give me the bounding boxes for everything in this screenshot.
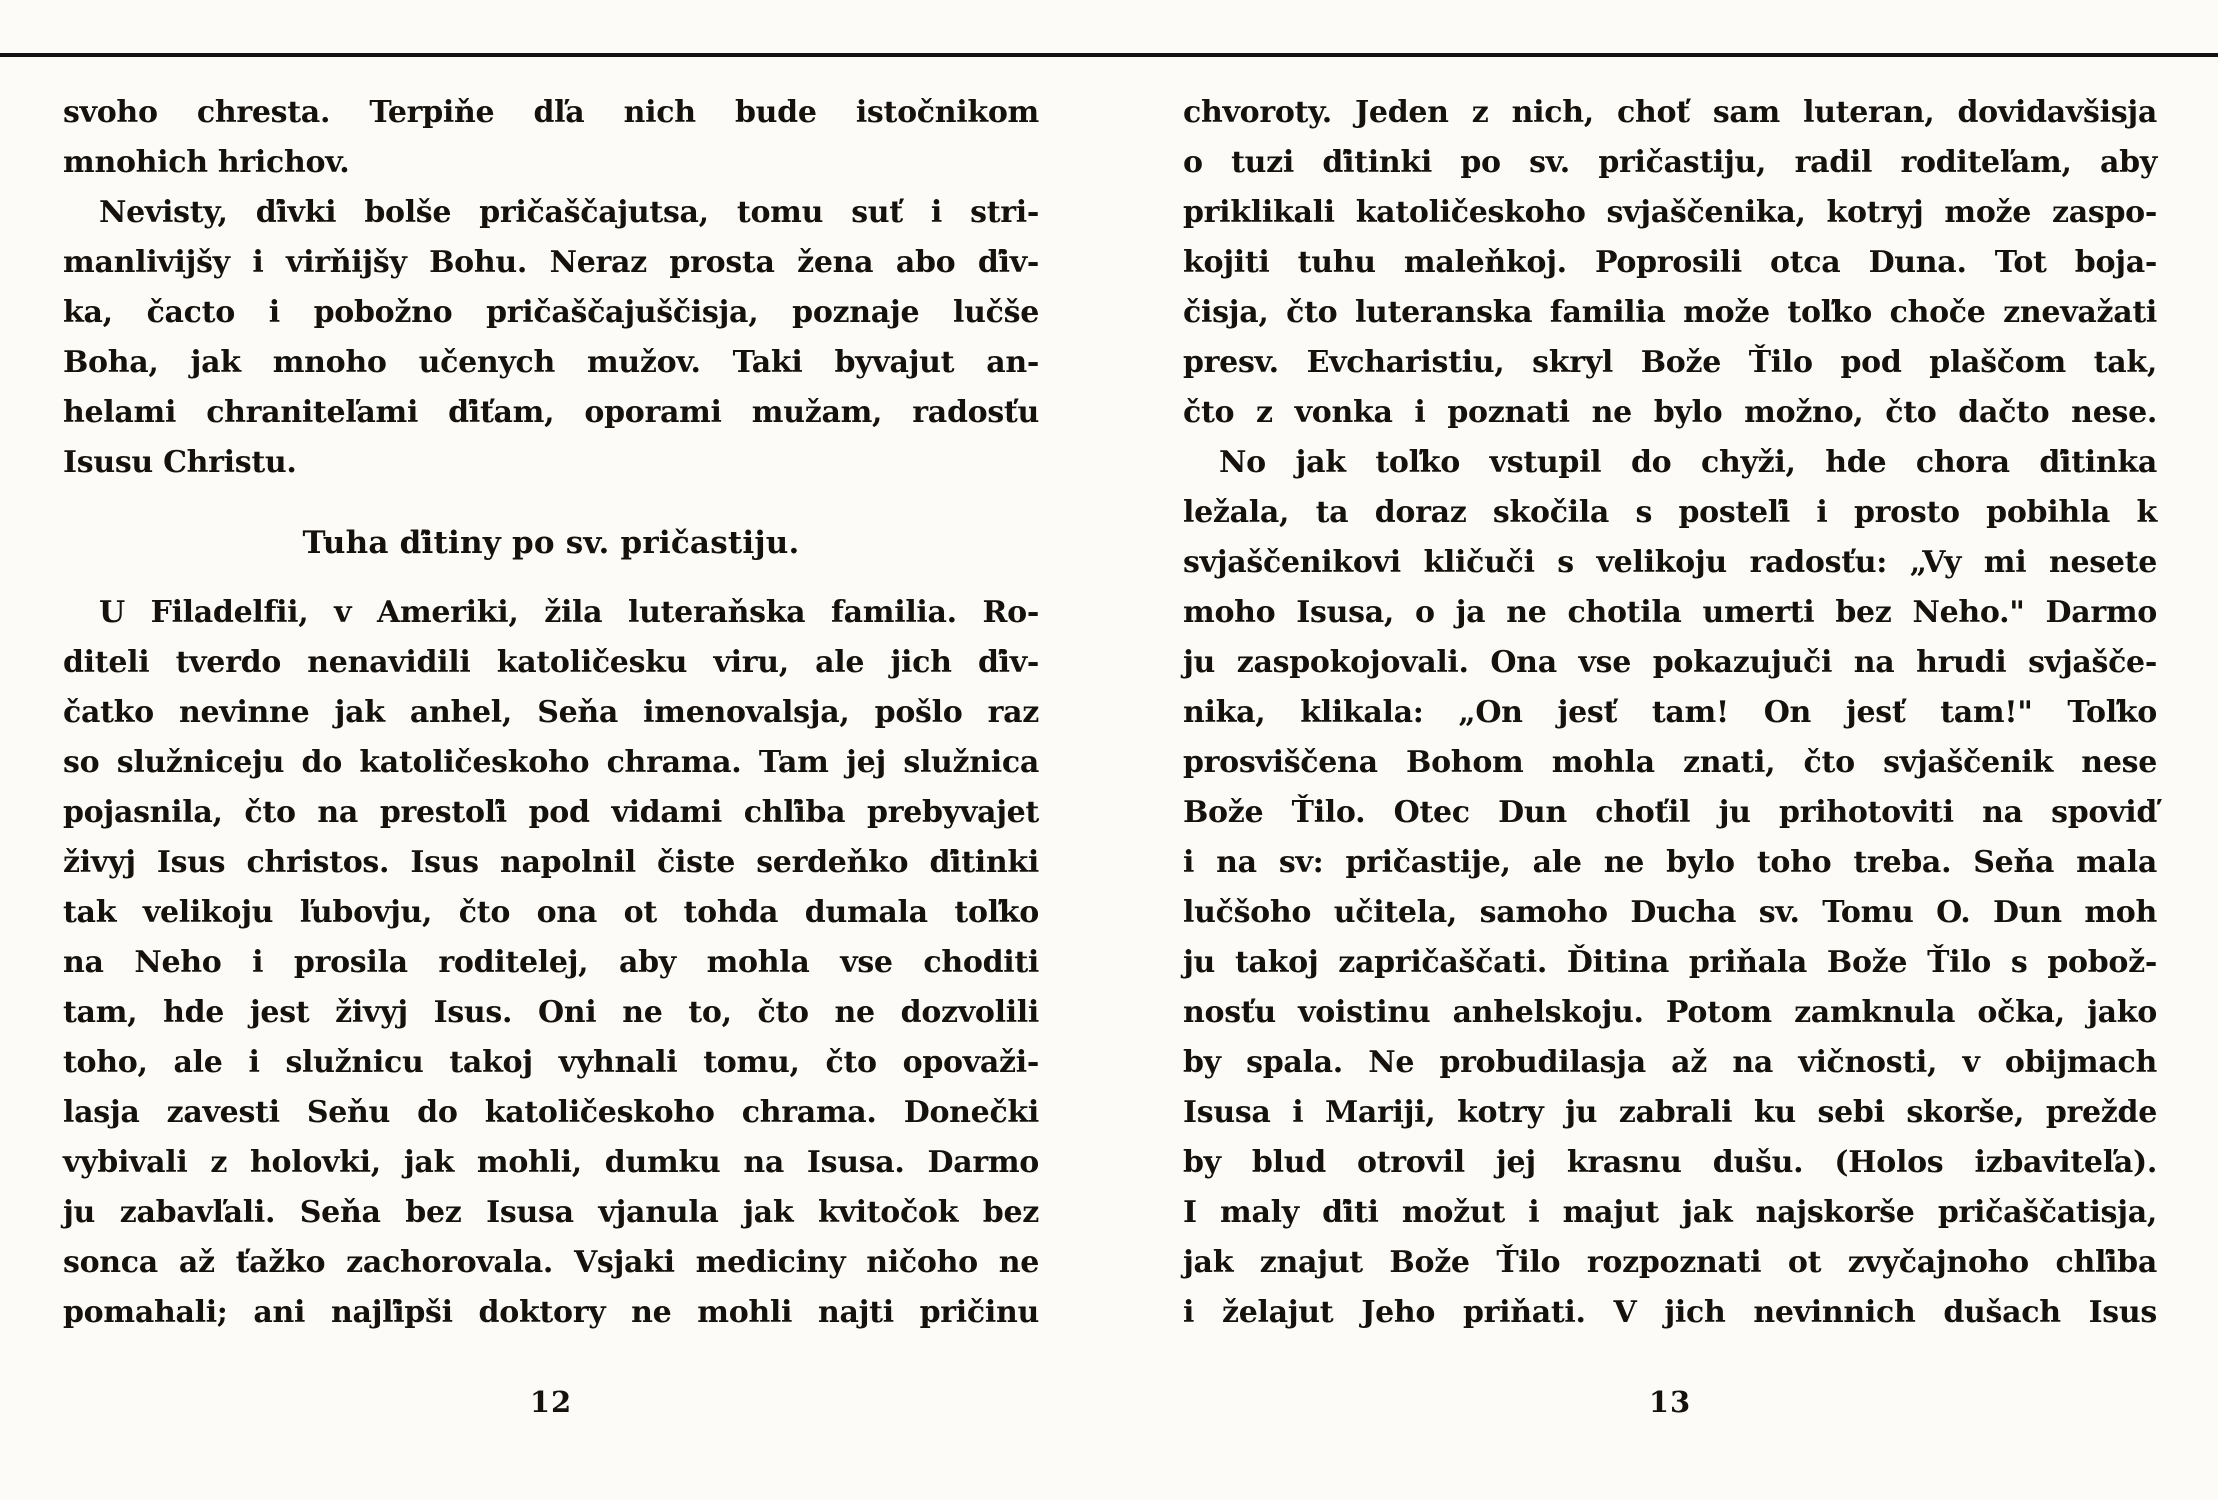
page-left-text [63, 88, 1039, 1338]
text-line: helami chraniteľami ďiťam, oporami mužam, radosťu [63, 395, 1039, 430]
paragraph [63, 88, 1039, 188]
text-line: ju takoj zapričaščati. Ďitina priňala Bože Ťilo s pobož- [1183, 945, 2157, 980]
page-left [63, 88, 1039, 1468]
text-line: pojasnila, čto na prestoľi pod vidami chľiba prebyvajet [63, 795, 1039, 830]
text-line: priklikali katoličeskoho svjaščenika, kotryj može zaspo- [1183, 195, 2157, 230]
text-line: svjaščenikovi kličuči s velikoju radosťu: „Vy mi nesete [1183, 545, 2157, 580]
paragraph [63, 588, 1039, 1338]
text-line: moho Isusa, o ja ne chotila umerti bez Neho." Darmo [1183, 595, 2157, 630]
page-right-text [1183, 88, 2157, 1338]
text-line: lučšoho učitela, samoho Ducha sv. Tomu O. Dun moh [1183, 895, 2157, 930]
text-line: sonca až ťažko zachorovala. Vsjaki mediciny ničoho ne [63, 1245, 1039, 1280]
paragraph [1183, 88, 2157, 438]
page-right [1183, 88, 2157, 1468]
text-line: ka, čacto i pobožno pričaščajuščisja, poznaje lučše [63, 295, 1039, 330]
text-line: živyj Isus christos. Isus napolnil čiste serdeňko ďitinki [63, 845, 1039, 880]
text-line: svoho chresta. Terpiňe dľa nich bude istočnikom [63, 95, 1039, 130]
text-line: prosviščena Bohom mohla znati, čto svjaščenik nese [1183, 745, 2157, 780]
text-line: kojiti tuhu maleňkoj. Poprosili otca Duna. Tot boja- [1183, 245, 2157, 280]
text-line: mnohich hrichov. [63, 145, 350, 180]
text-line: by blud otrovil jej krasnu dušu. (Holos izbaviteľa). [1183, 1145, 2157, 1180]
text-line: manlivijšy i virňijšy Bohu. Neraz prosta žena abo ďiv- [63, 245, 1039, 280]
paragraph [1183, 438, 2157, 1338]
page-number-left: 12 [529, 1385, 573, 1419]
text-line: Nevisty, ďivki bolše pričaščajutsa, tomu suť i stri- [99, 195, 1039, 230]
text-line: ležala, ta doraz skočila s posteľi i prosto pobihla k [1183, 495, 2157, 530]
top-rule [0, 53, 2218, 57]
text-line: No jak toľko vstupil do chyži, hde chora ďitinka [1219, 445, 2157, 480]
text-line: Boha, jak mnoho učenych mužov. Taki byvajut an- [63, 345, 1039, 380]
text-line: jak znajut Bože Ťilo rozpoznati ot zvyčajnoho chľiba [1183, 1245, 2157, 1280]
text-line: čisja, čto luteranska familia može toľko choče znevažati [1183, 295, 2157, 330]
text-line: nika, klikala: „On jesť tam! On jesť tam!" Toľko [1183, 695, 2157, 730]
text-line: vybivali z holovki, jak mohli, dumku na Isusa. Darmo [63, 1145, 1039, 1180]
text-line: i na sv: pričastije, ale ne bylo toho treba. Seňa mala [1183, 845, 2157, 880]
page-number-right: 13 [1648, 1385, 1692, 1419]
text-line: U Filadelfii, v Ameriki, žila luteraňska familia. Ro- [99, 595, 1039, 630]
text-line: pomahali; ani najľipši doktory ne mohli najti pričinu [63, 1295, 1039, 1330]
text-line: i želajut Jeho priňati. V jich nevinnich dušach Isus [1183, 1295, 2157, 1330]
text-line: Isusa i Mariji, kotry ju zabrali ku sebi skorše, prežde [1183, 1095, 2157, 1130]
text-line: chvoroty. Jeden z nich, choť sam luteran, dovidavšisja [1183, 95, 2157, 130]
text-line: čatko nevinne jak anhel, Seňa imenovalsja, pošlo raz [63, 695, 1039, 730]
text-line: o tuzi ďitinki po sv. pričastiju, radil roditeľam, aby [1183, 145, 2157, 180]
text-line: Bože Ťilo. Otec Dun choťil ju prihotoviti na spoviď [1183, 795, 2157, 830]
text-line: lasja zavesti Seňu do katoličeskoho chrama. Donečki [63, 1095, 1039, 1130]
text-line: diteli tverdo nenavidili katoličesku viru, ale jich ďiv- [63, 645, 1039, 680]
text-line: presv. Evcharistiu, skryl Bože Ťilo pod plaščom tak, [1183, 345, 2157, 380]
text-line: ju zaspokojovali. Ona vse pokazujuči na hrudi svjašče- [1183, 645, 2157, 680]
text-line: by spala. Ne probudilasja až na vičnosti, v obijmach [1183, 1045, 2157, 1080]
text-line: I maly ďiti možut i majut jak najskorše pričaščatisja, [1183, 1195, 2157, 1230]
paragraph [63, 188, 1039, 488]
section-heading: Tuha ďitiny po sv. pričastiju. [302, 525, 800, 561]
text-line: ju zabavľali. Seňa bez Isusa vjanula jak kvitočok bez [63, 1195, 1039, 1230]
text-line: tam, hde jest živyj Isus. Oni ne to, čto ne dozvolili [63, 995, 1039, 1030]
text-line: na Neho i prosila roditelej, aby mohla vse choditi [63, 945, 1039, 980]
text-line: nosťu voistinu anhelskoju. Potom zamknula očka, jako [1183, 995, 2157, 1030]
text-line: toho, ale i služnicu takoj vyhnali tomu, čto opovaži- [63, 1045, 1039, 1080]
text-line: tak velikoju ľubovju, čto ona ot tohda dumala toľko [63, 895, 1039, 930]
text-line: so služniceju do katoličeskoho chrama. Tam jej služnica [63, 745, 1039, 780]
text-line: čto z vonka i poznati ne bylo možno, čto dačto nese. [1183, 395, 2157, 430]
text-line: Isusu Christu. [63, 445, 297, 480]
